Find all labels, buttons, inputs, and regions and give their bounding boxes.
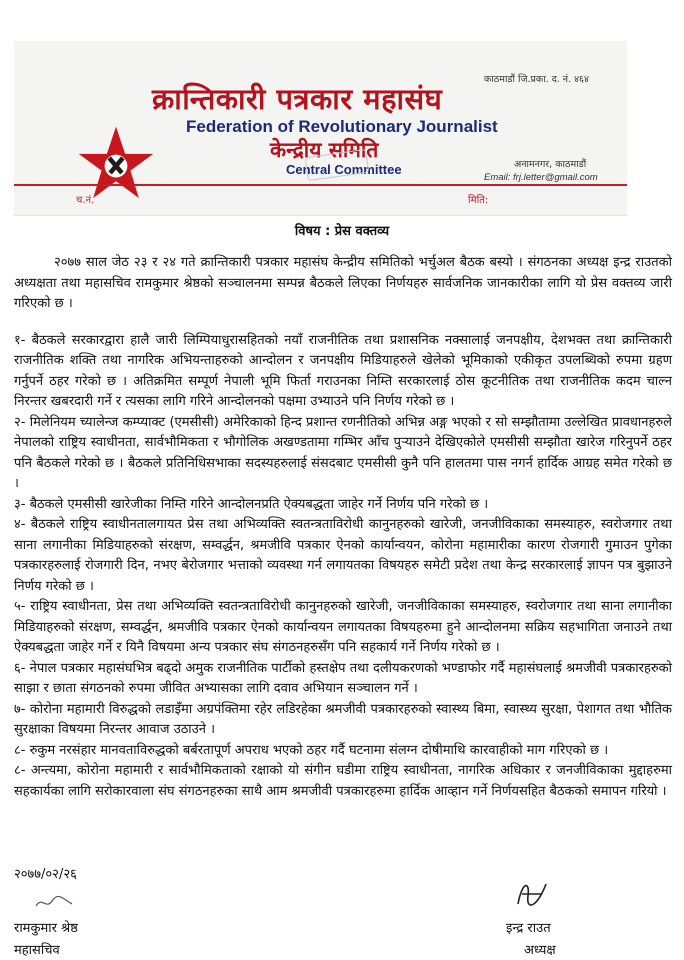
reference-number-label: च.नं. <box>76 195 95 206</box>
org-address: अनामनगर, काठमाडौं <box>514 159 587 170</box>
org-name-english: Federation of Revolutionary Journalist <box>186 117 498 136</box>
signatory-left-name: रामकुमार श्रेष्ठ <box>14 921 78 936</box>
letterhead <box>14 41 627 216</box>
signature-left-icon <box>34 892 74 912</box>
org-name-nepali: क्रान्तिकारी पत्रकार महासंघ <box>152 82 443 116</box>
press-statement-body <box>14 253 672 802</box>
decision-point-closing: ८- अन्त्यमा, कोरोना महामारी र सार्वभौमिकताको रक्षाको यो संगीन घडीमा राष्ट्रिय स्वाधीनता, नागरिक अधिकार र जनजीविकाका मुद्दाहरुमा सहकार्यका लागि सरोकारवाला संघ संगठनहरुका साथै आम श्रमजीवी पत्रकारहरुमा हार्दिक आव्हान गर्ने निर्णयसहित बैठकको समापन गरियो । <box>14 763 672 799</box>
signatory-right-role: अध्यक्ष <box>524 943 556 958</box>
decision-point-1: १- बैठकले सरकारद्वारा हालै जारी लिम्पियाधुरासहितको नयाँ राजनीतिक तथा प्रशासनिक नक्सालाई जनपक्षीय, देशभक्त तथा क्रान्तिकारी राजनीतिक शक्ति तथा नागरिक अभियन्ताहरुको आन्दोलन र जनपक्षीय मिडियाहरुले खेलेको भूमिकाको एकीकृत उपलब्धिको रुपमा ग्रहण गर्नुपर्ने ठहर गरेको छ । अतिक्रमित सम्पूर्ण नेपाली भूमि फिर्ता गराउनका निम्ति सरकारलाई ठोस कूटनीतिक तथा राजनीतिक कदम चाल्न निरन्तर खबरदारी गर्ने र त्यसका लागि गरिने आन्दोलनको पक्षमा उभ्याउने पनि निर्णय गरेको छ । <box>14 332 672 409</box>
date-field-label: मिति: <box>468 195 489 206</box>
decision-point-6: ६- नेपाल पत्रकार महासंघभित्र बढ्दो अमुक राजनीतिक पार्टीको हस्तक्षेप तथा दलीयकरणको भण्डाफोर गर्दै महासंघलाई श्रमजीवी पत्रकारहरुको साझा र छाता संगठनको रुपमा जीवित अभ्यासका लागि दवाव अभियान सञ्चालन गर्ने । <box>14 660 672 696</box>
committee-english: Central Committee <box>286 162 402 177</box>
statement-date: २०७७/०२/२६ <box>14 867 77 882</box>
intro-paragraph: २०७७ साल जेठ २३ र २४ गते क्रान्तिकारी पत्रकार महासंघ केन्द्रीय समितिको भर्चुअल बैठक बस्यो । संगठनका अध्यक्ष इन्द्र राउतको अध्यक्षता तथा महासचिव रामकुमार श्रेष्ठको सञ्चालनमा सम्पन्न बैठकले लिएका निर्णयहरु सार्वजनिक जानकारीका लागि यो प्रेस वक्तव्य जारी गरिएको छ । <box>14 255 672 311</box>
signature-right-icon <box>512 876 552 910</box>
decision-point-3: ३- बैठकले एमसीसी खारेजीका निम्ति गरिने आन्दोलनप्रति ऐक्यबद्धता जाहेर गर्ने निर्णय पनि गरेको छ । <box>14 496 489 512</box>
decision-point-5: ५- राष्ट्रिय स्वाधीनता, प्रेस तथा अभिव्यक्ति स्वतन्त्रताविरोधी कानुनहरुको खारेजी, जनजीविकाका समस्याहरु, स्वरोजगार तथा साना लगानीका मिडियाहरुको संरक्षण, सम्वर्द्धन, श्रमजीवि पत्रकार ऐनको कार्यान्वयन लगायतका विषयहरुमा हुने आन्दोलनमा सक्रिय सहभागिता जनाउने तथा ऐक्यबद्धता जाहेर गर्ने र यिनै विषयमा अन्य पत्रकार संघ संगठनहरुसँग पनि सहकार्य गर्ने निर्णय गरेको छ । <box>14 599 672 655</box>
registration-number: काठमाडौं जि.प्रका. द. नं. ४६४ <box>484 74 589 85</box>
decision-point-4: ४- बैठकले राष्ट्रिय स्वाधीनतालगायत प्रेस तथा अभिव्यक्ति स्वतन्त्रताविरोधी कानुनहरुको खारेजी, जनजीविकाका समस्याहरु, स्वरोजगार तथा साना लगानीका मिडियाहरुको संरक्षण, सम्वर्द्धन, श्रमजीवि पत्रकार ऐनको कार्यान्वयन, कोरोना महामारीका कारण रोजगारी गुमाउन पुगेका पत्रकारहरुलाई रोजगारी दिन, नभए बेरोजगार भत्ताको व्यवस्था गर्न लगायतका विषयहरु समेटी प्रदेश तथा केन्द्र सरकारलाई ज्ञापन पत्र बुझाउने निर्णय गरेको छ । <box>14 517 672 594</box>
signatory-left-role: महासचिव <box>14 943 60 958</box>
subject-heading: विषय : प्रेस वक्तव्य <box>294 224 390 239</box>
org-email: Email: frj.letter@gmail.com <box>484 172 598 183</box>
decision-point-7: ७- कोरोना महामारी विरुद्धको लडाइँमा अग्रपंक्तिमा रहेर लडिरहेका श्रमजीवी पत्रकारहरुको स्वास्थ्य बिमा, स्वास्थ्य सुरक्षा, पेशागत तथा भौतिक सुरक्षाका विषयमा निरन्तर आवाज उठाउने । <box>14 701 672 737</box>
decision-point-2: २- मिलेनियम च्यालेन्ज कम्प्याक्ट (एमसीसी) अमेरिकाको हिन्द प्रशान्त रणनीतिको अभिन्न अङ्ग भएको र सो सम्झौतामा उल्लेखित प्रावधानहरुले नेपालको राष्ट्रिय स्वाधीनता, सार्वभौमिकता र भौगोलिक अखण्डतामा गम्भिर आँच पुऱ्याउने देखिएकोले एमसीसी सम्झौता खारेज गरिनुपर्ने ठहर पनि बैठकले गरेको छ । बैठकले प्रतिनिधिसभाका सदस्यहरुलाई संसदबाट एमसीसी कुनै पनि हालतमा पास नगर्न हार्दिक आग्रह समेत गरेको छ । <box>14 414 672 491</box>
decision-point-8: ८- रुकुम नरसंहार मानवताविरुद्धको बर्बरतापूर्ण अपराध भएको ठहर गर्दै घटनामा संलग्न दोषीमाथि कारवाहीको माग गरिएको छ । <box>14 742 609 758</box>
committee-nepali: केन्द्रीय समिति <box>270 138 379 162</box>
red-star-pen-emblem-icon <box>78 125 154 201</box>
letterhead-divider <box>14 184 627 186</box>
signatory-right-name: इन्द्र राउत <box>506 921 551 936</box>
